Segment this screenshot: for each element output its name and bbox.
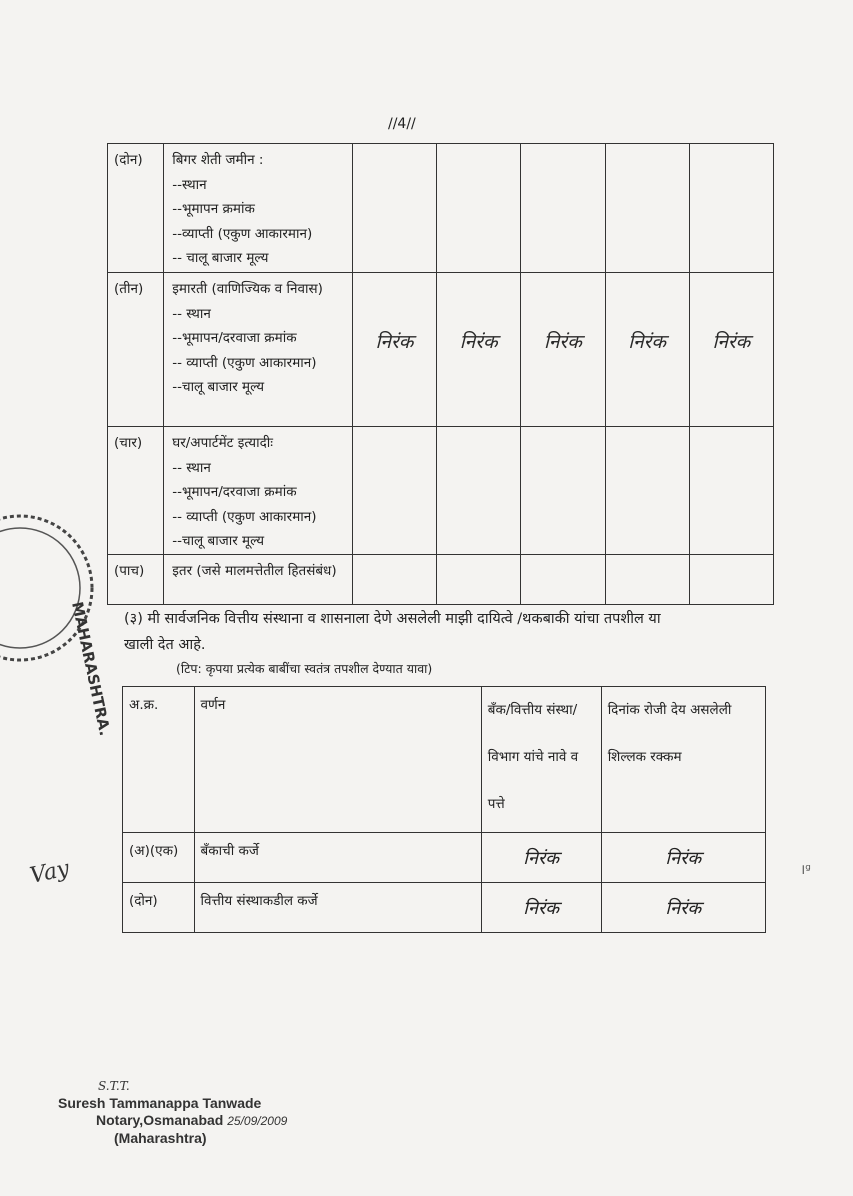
entry-cell <box>689 144 773 273</box>
header-bank: बँक/वित्तीय संस्था/ विभाग यांचे नावे व पत्ते <box>481 687 601 833</box>
bank-cell <box>481 833 601 883</box>
row-number: (चार) <box>108 427 164 555</box>
table-header-row <box>123 687 766 833</box>
handwritten-nil: निरंक <box>712 331 751 353</box>
liabilities-table <box>122 686 766 933</box>
entry-cell <box>352 427 436 555</box>
entry-cell <box>352 554 436 604</box>
row-number: (अ)(एक) <box>123 833 195 883</box>
handwritten-nil: निरंक <box>523 898 560 919</box>
handwritten-nil: निरंक <box>665 848 702 869</box>
entry-cell <box>437 554 521 604</box>
entry-cell <box>521 144 605 273</box>
entry-cell <box>689 427 773 555</box>
entry-cell <box>689 273 773 427</box>
margin-mark: ।ᵍ <box>800 862 811 878</box>
entry-cell <box>689 554 773 604</box>
svg-text:MAHARASHTRA.: MAHARASHTRA. <box>68 600 115 738</box>
entry-cell <box>352 273 436 427</box>
row-description: वित्तीय संस्थाकडील कर्जे <box>194 883 481 933</box>
table-row <box>123 833 766 883</box>
row-number: (दोन) <box>108 144 164 273</box>
row-description: बँकाची कर्जे <box>194 833 481 883</box>
notary-stamp <box>0 498 115 738</box>
header-description: वर्णन <box>194 687 481 833</box>
header-serial: अ.क्र. <box>123 687 195 833</box>
table-row <box>108 273 774 427</box>
handwritten-nil: निरंक <box>459 331 498 353</box>
entry-cell <box>521 273 605 427</box>
notary-name: Suresh Tammanappa Tanwade <box>58 1095 262 1111</box>
notary-date: 25/09/2009 <box>227 1114 288 1128</box>
row-description: घर/अपार्टमेंट इत्यादीः -- स्थान --भूमापन/दरवाजा क्रमांक -- व्याप्ती (एकुण आकारमान) --चालू बाजार मूल्य <box>164 427 353 555</box>
handwritten-nil: निरंक <box>523 848 560 869</box>
tip-note: (टिप: कृपया प्रत्येक बाबींचा स्वतंत्र तपशील देण्यात यावा) <box>176 661 433 676</box>
notary-place: Notary,Osmanabad <box>96 1112 224 1128</box>
bank-cell <box>481 883 601 933</box>
header-amount: दिनांक रोजी देय असलेली शिल्लक रक्कम <box>601 687 765 833</box>
table-row <box>108 554 774 604</box>
row-description: बिगर शेती जमीन : --स्थान --भूमापन क्रमांक --व्याप्ती (एकुण आकारमान) -- चालू बाजार मूल्य <box>164 144 353 273</box>
row-number: (पाच) <box>108 554 164 604</box>
table-row <box>108 144 774 273</box>
row-description: इमारती (वाणिज्यिक व निवास) -- स्थान --भूमापन/दरवाजा क्रमांक -- व्याप्ती (एकुण आकारमान) --चालू बाजार मूल्य <box>164 273 353 427</box>
entry-cell <box>437 144 521 273</box>
handwritten-nil: निरंक <box>628 331 667 353</box>
row-number: (दोन) <box>123 883 195 933</box>
notary-signature: S.T.T. <box>98 1079 130 1093</box>
handwritten-nil: निरंक <box>665 898 702 919</box>
entry-cell <box>352 144 436 273</box>
handwritten-nil: निरंक <box>375 331 414 353</box>
entry-cell <box>605 273 689 427</box>
entry-cell <box>521 427 605 555</box>
handwritten-nil: निरंक <box>543 331 582 353</box>
table-row <box>123 883 766 933</box>
entry-cell <box>605 554 689 604</box>
notary-state: (Maharashtra) <box>114 1130 207 1146</box>
entry-cell <box>437 427 521 555</box>
liabilities-paragraph: (३) मी सार्वजनिक वित्तीय संस्थाना व शासनाला देणे असलेली माझी दायित्वे /थकबाकी यांचा तपशील या खाली देत आहे. <box>124 611 661 653</box>
row-description: इतर (जसे मालमत्तेतील हितसंबंध) <box>164 554 353 604</box>
assets-table <box>107 143 774 605</box>
row-number: (तीन) <box>108 273 164 427</box>
entry-cell <box>605 427 689 555</box>
amount-cell <box>601 833 765 883</box>
initials-signature: Vay <box>27 856 72 889</box>
entry-cell <box>605 144 689 273</box>
notary-block <box>58 1078 287 1147</box>
table-row <box>108 427 774 555</box>
page-number: //4// <box>388 116 416 132</box>
entry-cell <box>521 554 605 604</box>
amount-cell <box>601 883 765 933</box>
entry-cell <box>437 273 521 427</box>
